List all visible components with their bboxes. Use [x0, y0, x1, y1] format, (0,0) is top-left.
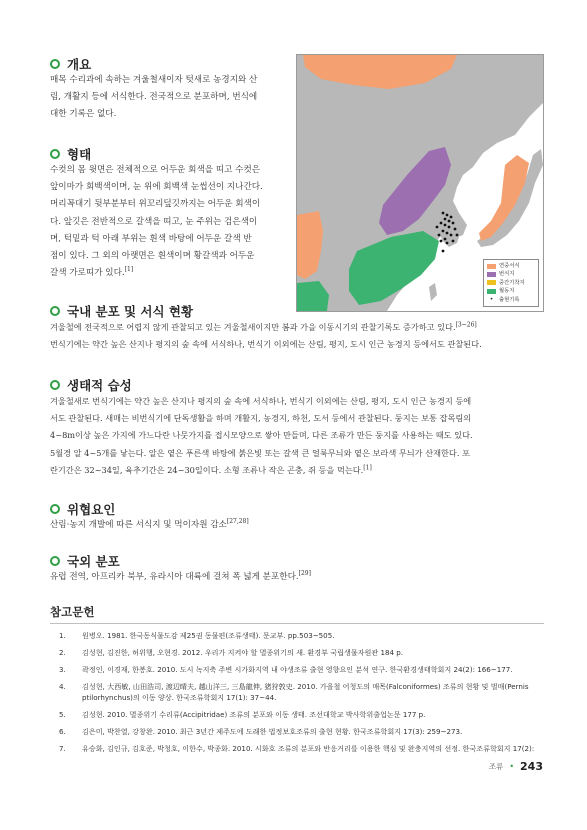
reference-text: 김성현, 김진한, 허위행, 오현경. 2012. 우리가 지켜야 할 멸종위기의 새. 환경부 국립생물자원관 184 p. [82, 647, 404, 657]
legend-swatch [487, 272, 496, 277]
text-line: 림, 개활지 등에 서식한다. 전국적으로 분포하며, 번식에 [50, 92, 258, 103]
bullet-icon [50, 306, 60, 316]
reference-text: 김은미, 박찬열, 강창완. 2010. 최근 3년간 제주도에 도래한 법정보호조류의 출현 현황. 한국조류학회지 17(3): 259~273. [82, 726, 463, 736]
citation: [27,28] [226, 518, 249, 526]
section-title: 국내 분포 및 서식 현황 [67, 304, 194, 319]
reference-text: 원병오. 1981. 한국동식물도감 제25권 동물편(조류생태). 문교부. pp.503~505. [82, 631, 335, 640]
section-title: 생태적 습성 [67, 378, 132, 393]
citation: [3~26] [455, 321, 477, 329]
legend-label: 월동지 [499, 288, 515, 295]
legend-label: 출현기록 [499, 296, 520, 303]
reference-item [50, 681, 544, 703]
section-title: 국외 분포 [67, 554, 120, 569]
text-line [50, 569, 550, 586]
reference-number: 4. [59, 681, 66, 691]
text-line: 5월경 알 4~5개를 낳는다. 알은 옅은 푸른색 바탕에 붉은빛 또는 갈색 큰 얼룩무늬와 옅은 보라색 무늬가 산재한다. 포 [50, 447, 470, 458]
reference-text: 김성현, 大西敏, 山田浩司, 渡辺晴夫, 越山洋三, 三島龍伸, 猪狩敦史. 2010. 가을철 어청도의 매목(Falconiformes) 조류의 현황 및 벌매(Pernis ptilorhynchus)의 이동 양상. 한국조류학회지 17(1): 37~44. [82, 681, 529, 702]
text-line: 앞이마가 회백색이며, 눈 위에 회백색 눈썹선이 지나간다. [50, 182, 263, 193]
legend-swatch [487, 280, 496, 285]
distribution-text [50, 319, 550, 353]
footer-label: 조류 [488, 762, 504, 771]
distribution-map [296, 54, 544, 312]
legend-item [487, 270, 535, 278]
references-list [50, 630, 544, 759]
legend-swatch [487, 264, 496, 269]
text-line: 번식기에는 약간 높은 산지나 평지의 숲 속에 서식하나, 번식기 이외에는 산림, 평지, 도시 인근 농경지 등에서도 관찰된다. [50, 339, 482, 350]
section-title: 개요 [67, 57, 92, 72]
text-line: 매목 수리과에 속하는 겨울철새이자 텃새로 농경지와 산 [50, 75, 258, 85]
reference-item [50, 709, 544, 720]
section-overview-heading [50, 55, 91, 73]
text-line: 다. 앞깃은 전반적으로 갈색을 띠고, 눈 주위는 검은색이 [50, 216, 258, 227]
page-footer [489, 760, 543, 773]
legend-label: 중간기착지 [499, 279, 525, 286]
text-line [50, 265, 290, 282]
section-morphology-heading [50, 145, 91, 163]
legend-swatch [487, 289, 496, 294]
reference-number: 5. [59, 709, 66, 719]
reference-text: 유승화, 김인규, 김호준, 박청호, 이한수, 박종화. 2010. 시화호 조류의 분포와 반응거리를 이용한 핵심 및 완충지역의 선정. 한국조류학회지 17(2): [82, 743, 535, 753]
reference-number: 2. [59, 647, 66, 657]
legend-label: 연중서식 [499, 262, 520, 269]
references-divider [50, 623, 544, 624]
section-title: 형태 [67, 147, 92, 162]
text-line [50, 517, 550, 534]
bullet-icon [50, 59, 60, 69]
reference-text: 김성현. 2010. 멸종위기 수리류(Accipitridae) 조류의 분포와 이동 생태. 조선대학교 박사학위출업논문 177 p. [82, 709, 426, 719]
threat-text [50, 517, 550, 534]
morphology-text [50, 162, 290, 282]
reference-item [50, 743, 544, 754]
ecology-text [50, 393, 550, 479]
text-line [50, 319, 550, 336]
text-line: 수컷의 몸 윗면은 전체적으로 어두운 회색을 띠고 수컷은 [50, 165, 261, 175]
text-span: 유럽 전역, 아프리카 북부, 유라시아 대륙에 걸쳐 폭 넓게 분포한다. [50, 572, 299, 582]
section-abroad-heading [50, 552, 120, 570]
taiwan-island [429, 283, 437, 301]
references-title: 참고문헌 [50, 605, 95, 619]
page-number: 243 [520, 760, 543, 773]
text-span: 겨울철에 전국적으로 어렵지 않게 관찰되고 있는 겨울철새이지만 봄과 가을 이동시기의 관찰기록도 증가하고 있다. [50, 322, 456, 332]
reference-item [50, 726, 544, 737]
section-ecology-heading [50, 376, 132, 394]
section-distribution-heading [50, 302, 193, 320]
text-span: 갈색 가로띠가 있다. [50, 268, 125, 279]
legend-item [487, 287, 535, 295]
reference-item [50, 630, 544, 641]
text-line: 4~8m이상 높은 가지에 가느다란 나뭇가지를 접시모양으로 쌓아 만들며, 다른 조류가 만든 둥지를 사용하는 때도 있다. [50, 430, 473, 441]
legend-item [487, 296, 535, 304]
abroad-text [50, 569, 550, 586]
text-span: 란기간은 32~34일, 육추기간은 24~30일이다. 소형 조류나 작은 곤충, 쥐 등을 먹는다. [50, 464, 364, 475]
bullet-icon [50, 149, 60, 159]
text-line: 점이 있다. 그 외의 아랫면은 흰색이며 황갈색과 어두운 [50, 251, 255, 262]
text-line: 머리꼭대기 뒷부분부터 위꼬리덮깃까지는 어두운 회색이 [50, 199, 261, 210]
text-line: 며, 턱밑과 턱 아래 부위는 흰색 바탕에 어두운 갈색 반 [50, 233, 252, 244]
text-line [50, 462, 550, 479]
legend-label: 번식지 [499, 271, 515, 278]
bullet-icon [50, 504, 60, 514]
reference-item [50, 664, 544, 675]
reference-text: 곽정인, 이경재, 한봉호. 2010. 도시 녹지축 주변 시가화지역 내 야생조류 출현 영향요인 분석 연구. 한국환경생태학회지 24(2): 166~177. [82, 664, 513, 674]
reference-number: 7. [59, 743, 66, 753]
bullet-icon [50, 556, 60, 566]
footer-separator-icon: • [509, 762, 515, 771]
legend-item [487, 262, 535, 270]
bullet-icon [50, 380, 60, 390]
reference-number: 3. [59, 664, 66, 674]
section-threat-heading [50, 500, 115, 518]
text-span: 산림·농지 개발에 따른 서식지 및 먹이자원 감소 [50, 520, 227, 530]
text-line: 겨울철새로 번식기에는 약간 높은 산지나 평지의 숲 속에 서식하나, 번식기 이외에는 산림, 평지, 도시 인근 농경지 등에 [50, 396, 472, 406]
section-title: 위협요인 [67, 502, 116, 517]
reference-number: 6. [59, 726, 66, 736]
text-line: 대한 기록은 없다. [50, 109, 117, 120]
map-legend [483, 259, 539, 307]
text-line: 서도 관찰된다. 새매는 비번식기에 단독생활을 하며 개활지, 농경지, 하천, 도서 등에서 관찰된다. 둥지는 보통 잡목림의 [50, 413, 472, 424]
citation: [1] [363, 464, 372, 472]
reference-number: 1. [59, 631, 66, 640]
citation: [1] [124, 266, 134, 274]
overview-text [50, 72, 290, 124]
legend-item [487, 279, 535, 287]
reference-item [50, 647, 544, 658]
citation: [29] [298, 570, 311, 578]
record-dot-icon: • [489, 295, 494, 303]
